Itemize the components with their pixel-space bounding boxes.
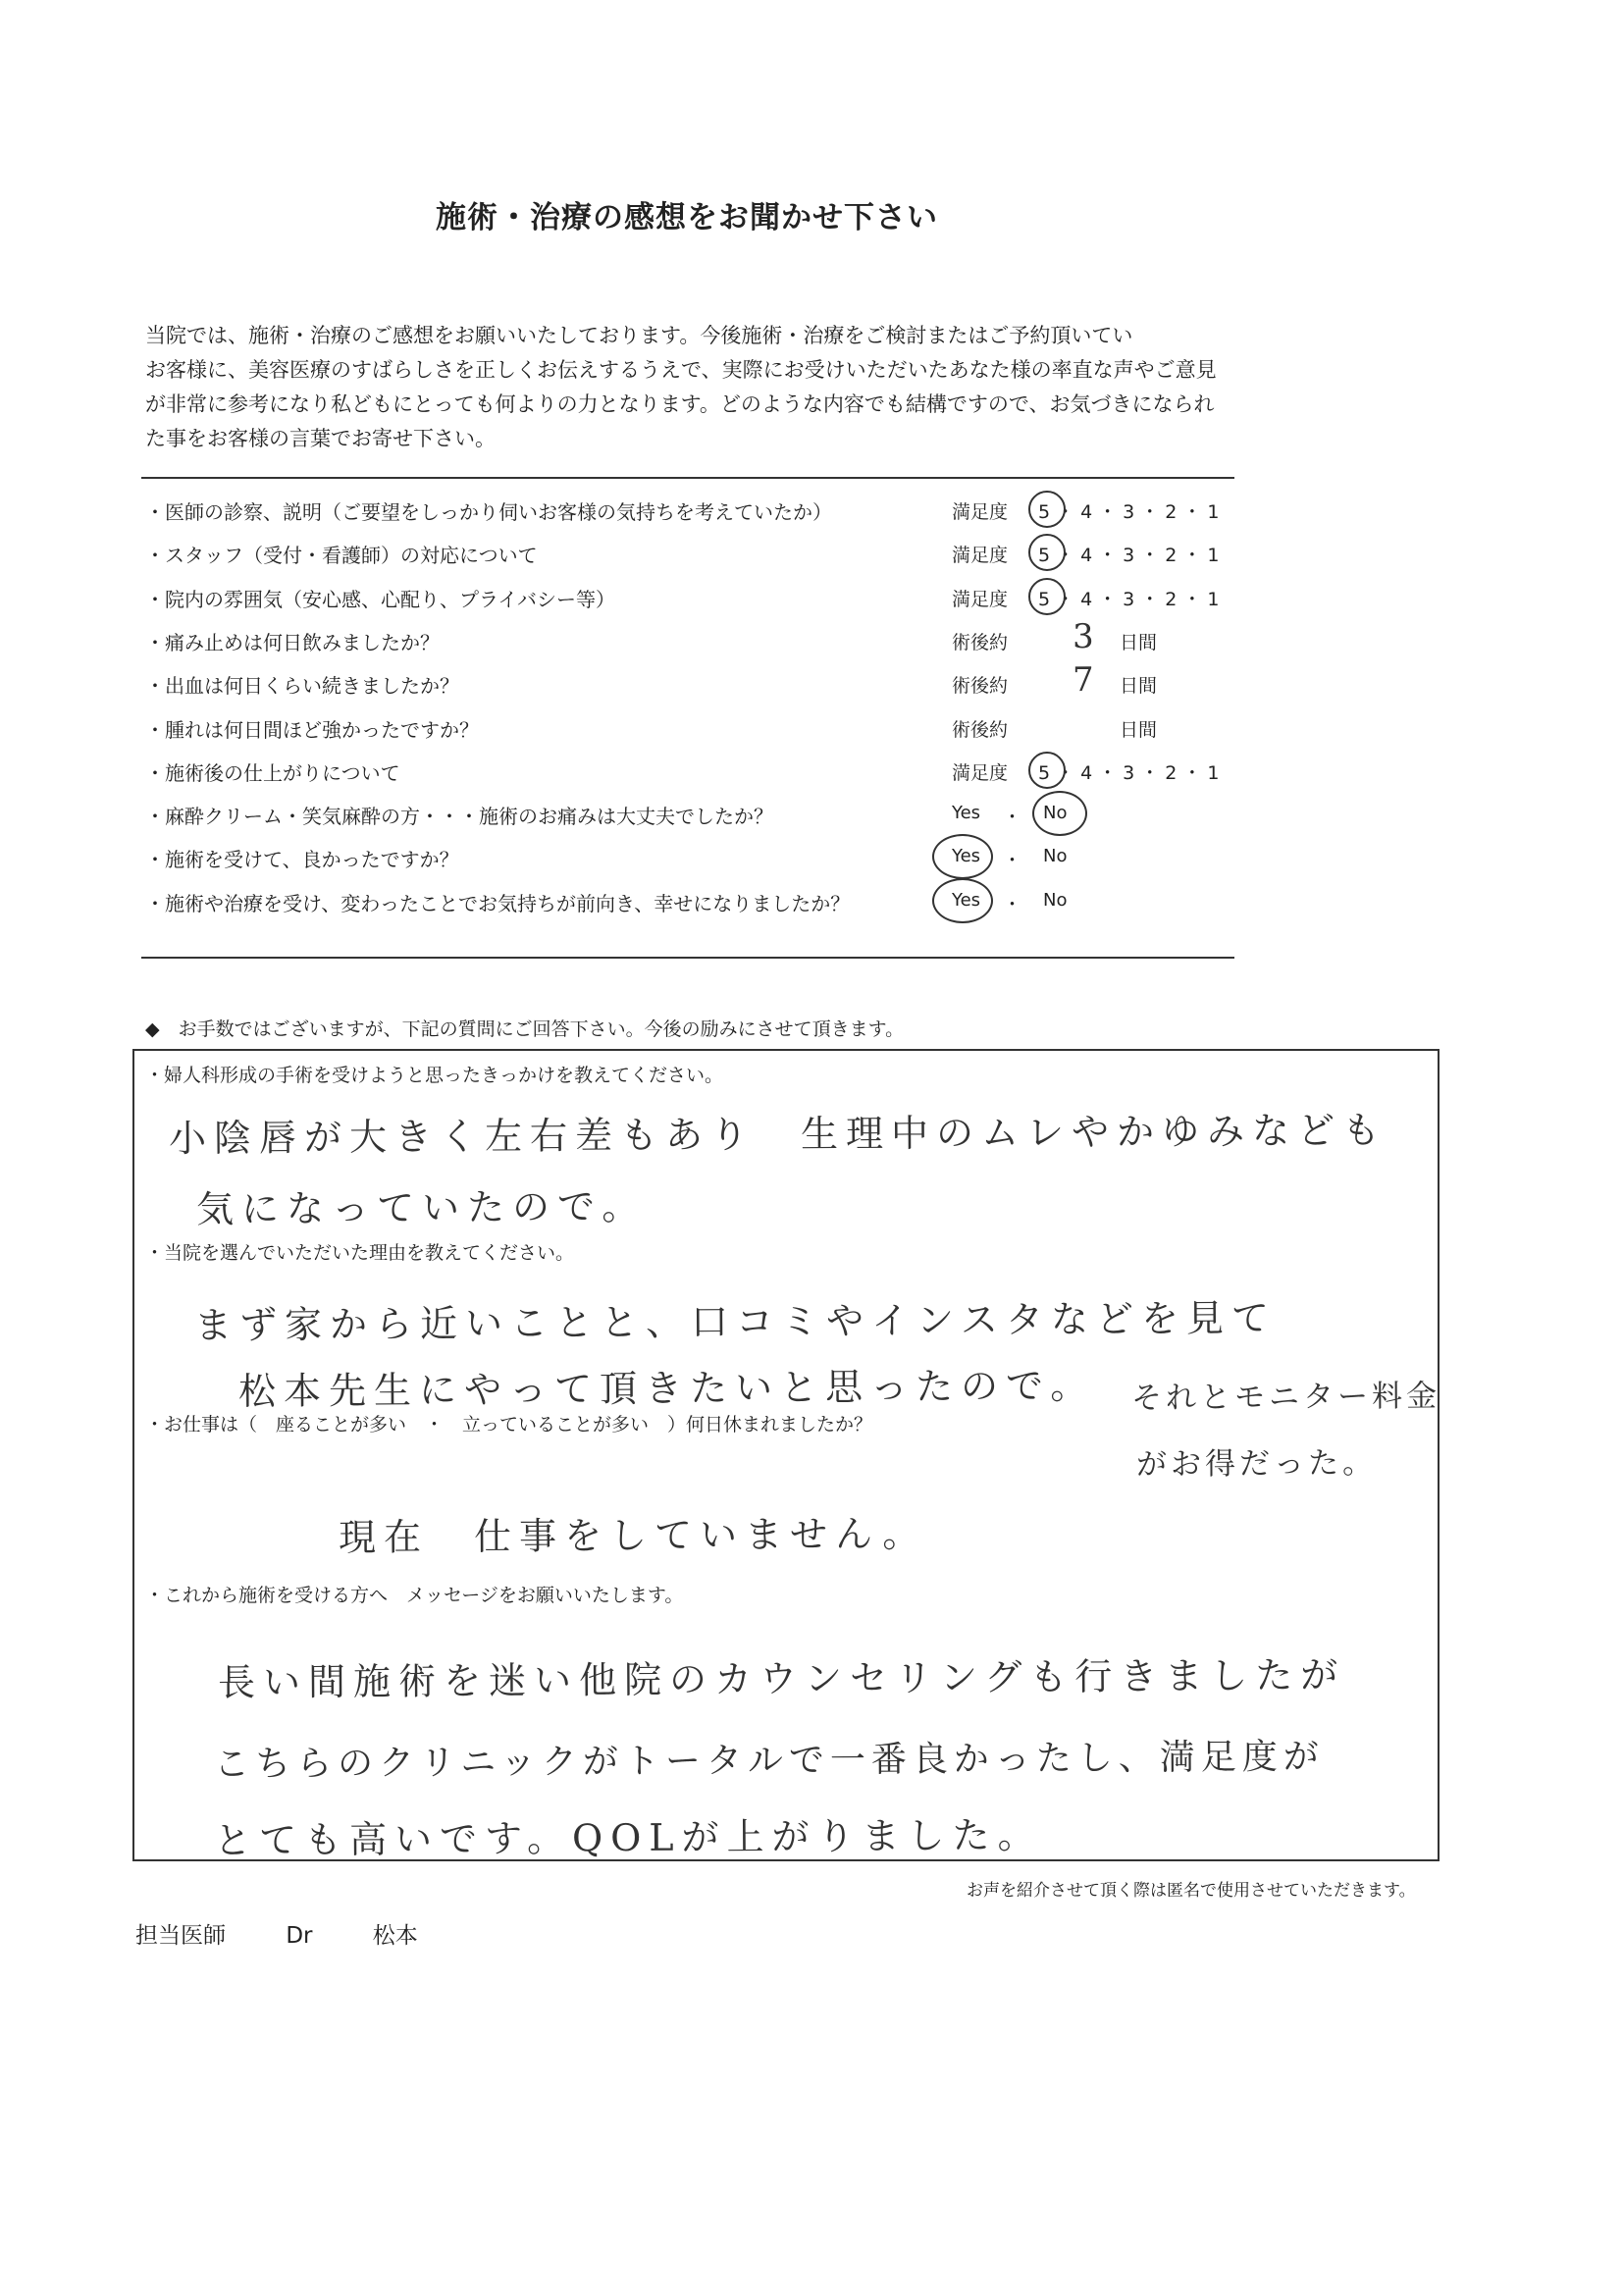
rating-scale[interactable]: 5・4・3・2・1: [1038, 501, 1226, 523]
yes-option[interactable]: Yes: [952, 890, 981, 911]
duration-suffix: 日間: [1120, 675, 1158, 697]
question-label: ・施術を受けて、良かったですか？: [145, 848, 459, 871]
doctor-label: 担当医師: [135, 1923, 226, 1949]
option-separator: ・: [1003, 807, 1022, 828]
handwritten-answer-message-line1: 長い間施術を迷い他院のカウンセリングも行きましたが: [217, 1652, 1346, 1705]
doctor-title: Dr: [286, 1923, 313, 1949]
anonymity-note: お声を紹介させて頂く際は匿名で使用させていただきます。: [967, 1881, 1416, 1901]
instruction-text: ◆ お手数ではございますが、下記の質問にご回答下さい。今後の励みにさせて頂きます。: [145, 1018, 905, 1040]
question-label: ・施術や治療を受け、変わったことでお気持ちが前向き、幸せになりましたか？: [145, 892, 851, 915]
doctor-name: 松本: [372, 1923, 418, 1949]
no-option[interactable]: No: [1043, 803, 1068, 823]
yes-option[interactable]: Yes: [952, 846, 981, 866]
intro-line: が非常に参考になり私どもにとっても何よりの力となります。どのような内容でも結構ですので、お気づきになられ: [145, 392, 1215, 416]
intro-line: 当院では、施術・治療のご感想をお願いいたしております。今後施術・治療をご検討またはご予約頂いてい: [145, 324, 1133, 347]
selected-rating-circle: [1028, 752, 1066, 789]
selected-rating-circle: [1028, 534, 1066, 571]
attending-doctor: [135, 1917, 471, 1950]
rating-scale[interactable]: 5・4・3・2・1: [1038, 545, 1226, 566]
selected-option-circle: [932, 834, 993, 879]
bottom-divider: [141, 957, 1234, 959]
intro-line: た事をお客様の言葉でお寄せ下さい。: [145, 427, 496, 450]
selected-option-circle: [1032, 791, 1087, 836]
question-label: ・出血は何日くらい続きましたか？: [145, 674, 459, 698]
option-separator: ・: [1003, 850, 1022, 871]
handwritten-answer-work: 現在 仕事をしていません。: [338, 1511, 928, 1560]
question-label: ・スタッフ（受付・看護師）の対応について: [145, 544, 538, 567]
yes-option[interactable]: Yes: [952, 803, 981, 823]
rating-scale[interactable]: 5・4・3・2・1: [1038, 589, 1226, 610]
handwritten-answer-clinic-side2: がお得だった。: [1135, 1445, 1378, 1483]
no-option[interactable]: No: [1043, 846, 1068, 866]
handwritten-answer-clinic-line2: 松本先生にやって頂きたいと思ったので。: [237, 1363, 1096, 1414]
rating-prefix: 満足度: [952, 762, 1009, 784]
question-label: ・痛み止めは何日飲みましたか？: [145, 631, 440, 654]
handwritten-answer-message-line2: こちらのクリニックがトータルで一番良かったし、満足度が: [213, 1737, 1325, 1785]
handwritten-answer-clinic-side1: それとモニター料金: [1130, 1378, 1441, 1417]
top-divider: [141, 477, 1234, 479]
no-option[interactable]: No: [1043, 890, 1068, 911]
rating-prefix: 満足度: [952, 501, 1009, 523]
question-clinic-choice: ・当院を選んでいただいた理由を教えてください。: [145, 1242, 575, 1264]
duration-suffix: 日間: [1120, 632, 1158, 653]
handwritten-days-value[interactable]: 3: [1072, 616, 1102, 657]
duration-prefix: 術後約: [952, 675, 1009, 697]
question-reason: ・婦人科形成の手術を受けようと思ったきっかけを教えてください。: [145, 1065, 724, 1086]
selected-rating-circle: [1028, 491, 1066, 528]
handwritten-answer-reason-line1: 小陰唇が大きく左右差もあり 生理中のムレやかゆみなども: [168, 1108, 1388, 1161]
selected-rating-circle: [1028, 578, 1066, 615]
question-label: ・施術後の仕上がりについて: [145, 761, 400, 785]
handwritten-answer-clinic-line1: まず家から近いことと、口コミやインスタなどを見て: [193, 1296, 1278, 1347]
question-label: ・医師の診察、説明（ご要望をしっかり伺いお客様の気持ちを考えていたか）: [145, 500, 832, 524]
question-label: ・院内の雰囲気（安心感、心配り、プライバシー等）: [145, 588, 615, 611]
question-label: ・腫れは何日間ほど強かったですか？: [145, 718, 479, 742]
duration-prefix: 術後約: [952, 632, 1009, 653]
intro-line: お客様に、美容医療のすばらしさを正しくお伝えするうえで、実際にお受けいただいたあなた様の率直な声やご意見: [145, 358, 1217, 382]
intro-paragraph: [145, 319, 1234, 456]
rating-scale[interactable]: 5・4・3・2・1: [1038, 762, 1226, 784]
question-message: ・これから施術を受ける方へ メッセージをお願いいたします。: [145, 1585, 684, 1606]
duration-prefix: 術後約: [952, 719, 1009, 741]
rating-prefix: 満足度: [952, 545, 1009, 566]
handwritten-answer-message-line3: とても高いです。QOLが上がりました。: [213, 1813, 1043, 1862]
rating-prefix: 満足度: [952, 589, 1009, 610]
page-title: 施術・治療の感想をお聞かせ下さい: [436, 200, 938, 235]
option-separator: ・: [1003, 894, 1022, 915]
selected-option-circle: [932, 878, 993, 923]
handwritten-answer-reason-line2: 気になっていたので。: [195, 1184, 648, 1231]
question-label: ・麻酔クリーム・笑気麻酔の方・・・施術のお痛みは大丈夫でしたか？: [145, 805, 773, 828]
duration-suffix: 日間: [1120, 719, 1158, 741]
handwritten-days-value[interactable]: 7: [1072, 659, 1102, 701]
question-work: ・お仕事は（ 座ることが多い ・ 立っていることが多い ）何日休まれましたか？: [145, 1414, 873, 1435]
